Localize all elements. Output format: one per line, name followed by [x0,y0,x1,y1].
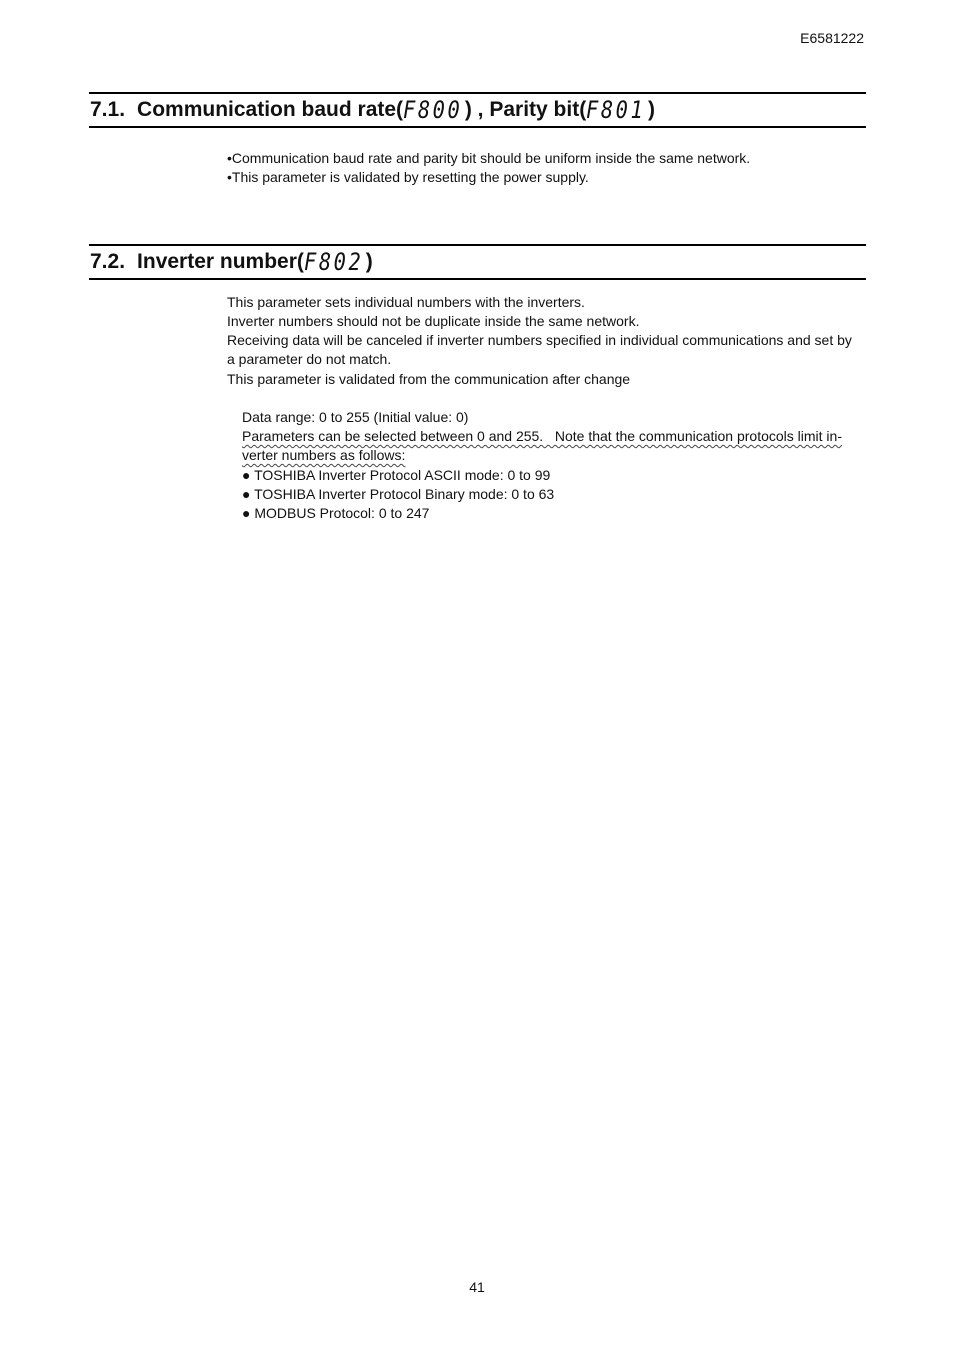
page-number: 41 [469,1279,485,1295]
heading-text-part: ) , Parity bit( [464,98,587,121]
parameter-code-f802: F802 [303,248,364,276]
body-line: This parameter is validated from the communication after change [227,371,631,387]
heading-text-part: Communication baud rate( [137,98,404,121]
note-line [242,427,842,446]
protocol-item: ● TOSHIBA Inverter Protocol ASCII mode: 0 to 99 [242,467,551,483]
body-line: Inverter numbers should not be duplicate inside the same network. [227,313,640,329]
section-heading-7-1 [89,92,866,128]
bullet-line: •Communication baud rate and parity bit should be uniform inside the same network. [227,150,751,166]
protocol-item: ● TOSHIBA Inverter Protocol Binary mode: 0 to 63 [242,486,555,502]
protocol-item: ● MODBUS Protocol: 0 to 247 [242,505,430,521]
note-text: verter numbers as follows: [242,447,406,463]
section-number: 7.1. [90,98,126,121]
section-heading-7-2 [89,244,866,280]
body-line: Receiving data will be canceled if inverter numbers specified in individual communications and set by [227,332,852,348]
bullet-line: •This parameter is validated by resetting the power supply. [227,169,589,185]
heading-text-part: ) [648,98,656,121]
section-number: 7.2. [90,250,126,273]
note-line [242,446,405,465]
parameter-code-f801: F801 [586,96,646,124]
data-range: Data range: 0 to 255 (Initial value: 0) [242,409,469,425]
note-text: Parameters can be selected between 0 and 255. Note that the communication protocols limit in- [242,428,842,444]
document-id: E6581222 [800,30,864,46]
body-line: This parameter sets individual numbers with the inverters. [227,294,585,310]
heading-text-part: Inverter number( [137,250,304,273]
heading-text-part: ) [365,250,373,273]
body-line: a parameter do not match. [227,351,392,367]
parameter-code-f800: F800 [403,96,463,124]
